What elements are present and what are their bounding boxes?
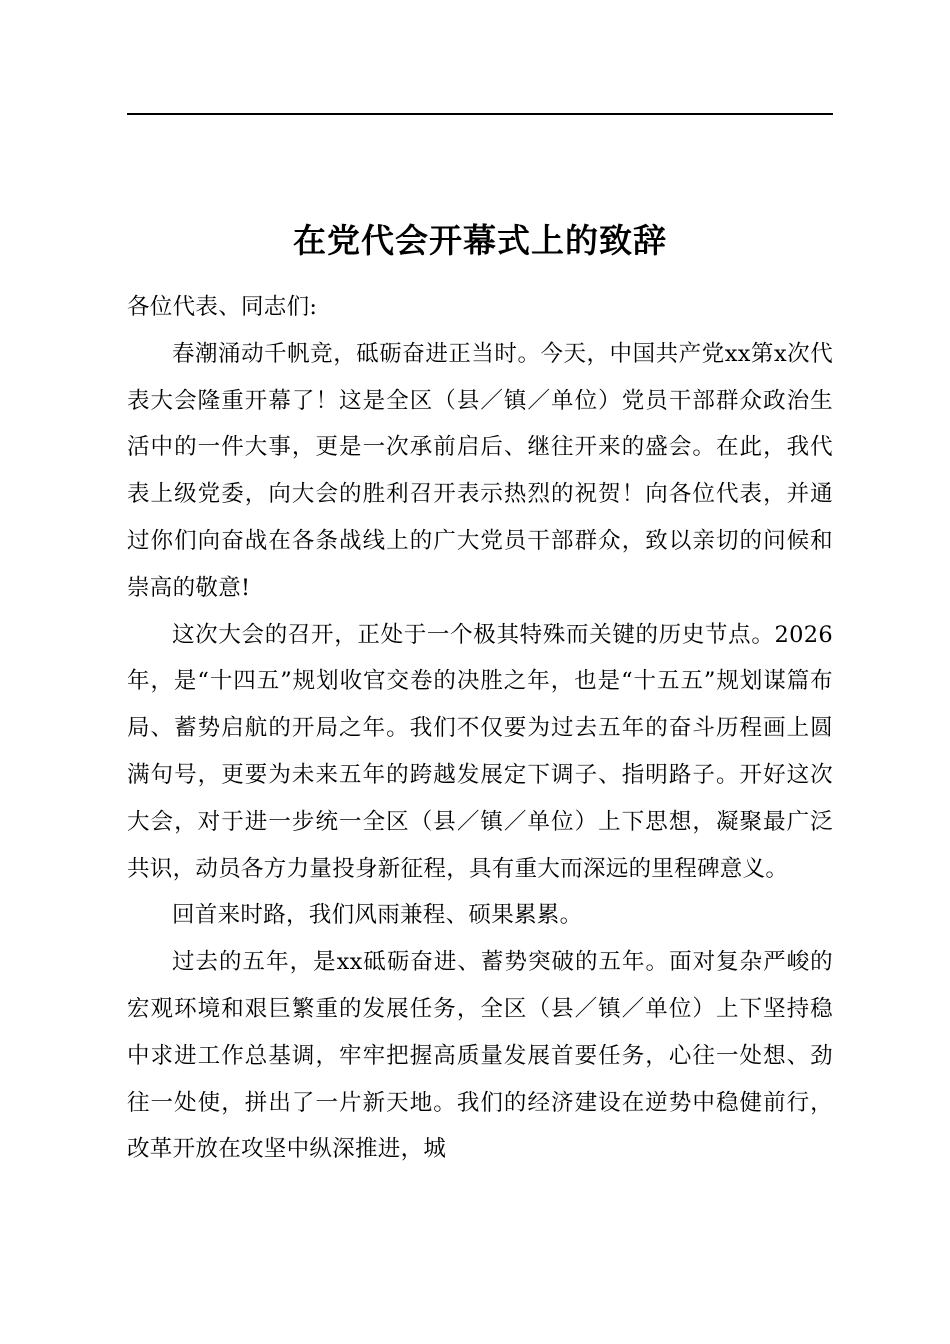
paragraph-3: 回首来时路，我们风雨兼程、硕果累累。 xyxy=(172,902,583,929)
document-title: 在党代会开幕式上的致辞 xyxy=(293,221,667,260)
document-body xyxy=(127,284,833,1173)
salutation: 各位代表、同志们: xyxy=(127,294,318,320)
paragraph-2: 这次大会的召开，正处于一个极其特殊而关键的历史节点。2026年，是“十四五”规划收官交卷的决胜之年，也是“十五五”规划谋篇布局、蓄势启航的开局之年。我们不仅要为过去五年的奋斗历程画上圆满句号，更要为未来五年的跨越发展定下调子、指明路子。开好这次大会，对于进一步统一全区（县／镇／单位）上下思想，凝聚最广泛共识，动员各方力量投身新征程，具有重大而深远的里程碑意义。 xyxy=(127,621,833,882)
paragraph-1: 春潮涌动千帆竞，砥砺奋进正当时。今天，中国共产党xx第x次代表大会隆重开幕了！这是全区（县／镇／单位）党员干部群众政治生活中的一件大事，更是一次承前启后、继往开来的盛会。在此，我代表上级党委，向大会的胜利召开表示热烈的祝贺！向各位代表，并通过你们向奋战在各条战线上的广大党员干部群众，致以亲切的问候和崇高的敬意! xyxy=(127,340,833,601)
paragraph-4: 过去的五年，是xx砥砺奋进、蓄势突破的五年。面对复杂严峻的宏观环境和艰巨繁重的发展任务，全区（县／镇／单位）上下坚持稳中求进工作总基调，牢牢把握高质量发展首要任务，心往一处想、劲往一处使，拼出了一片新天地。我们的经济建设在逆势中稳健前行，改革开放在攻坚中纵深推进，城 xyxy=(127,949,833,1163)
header-rule xyxy=(127,113,833,115)
